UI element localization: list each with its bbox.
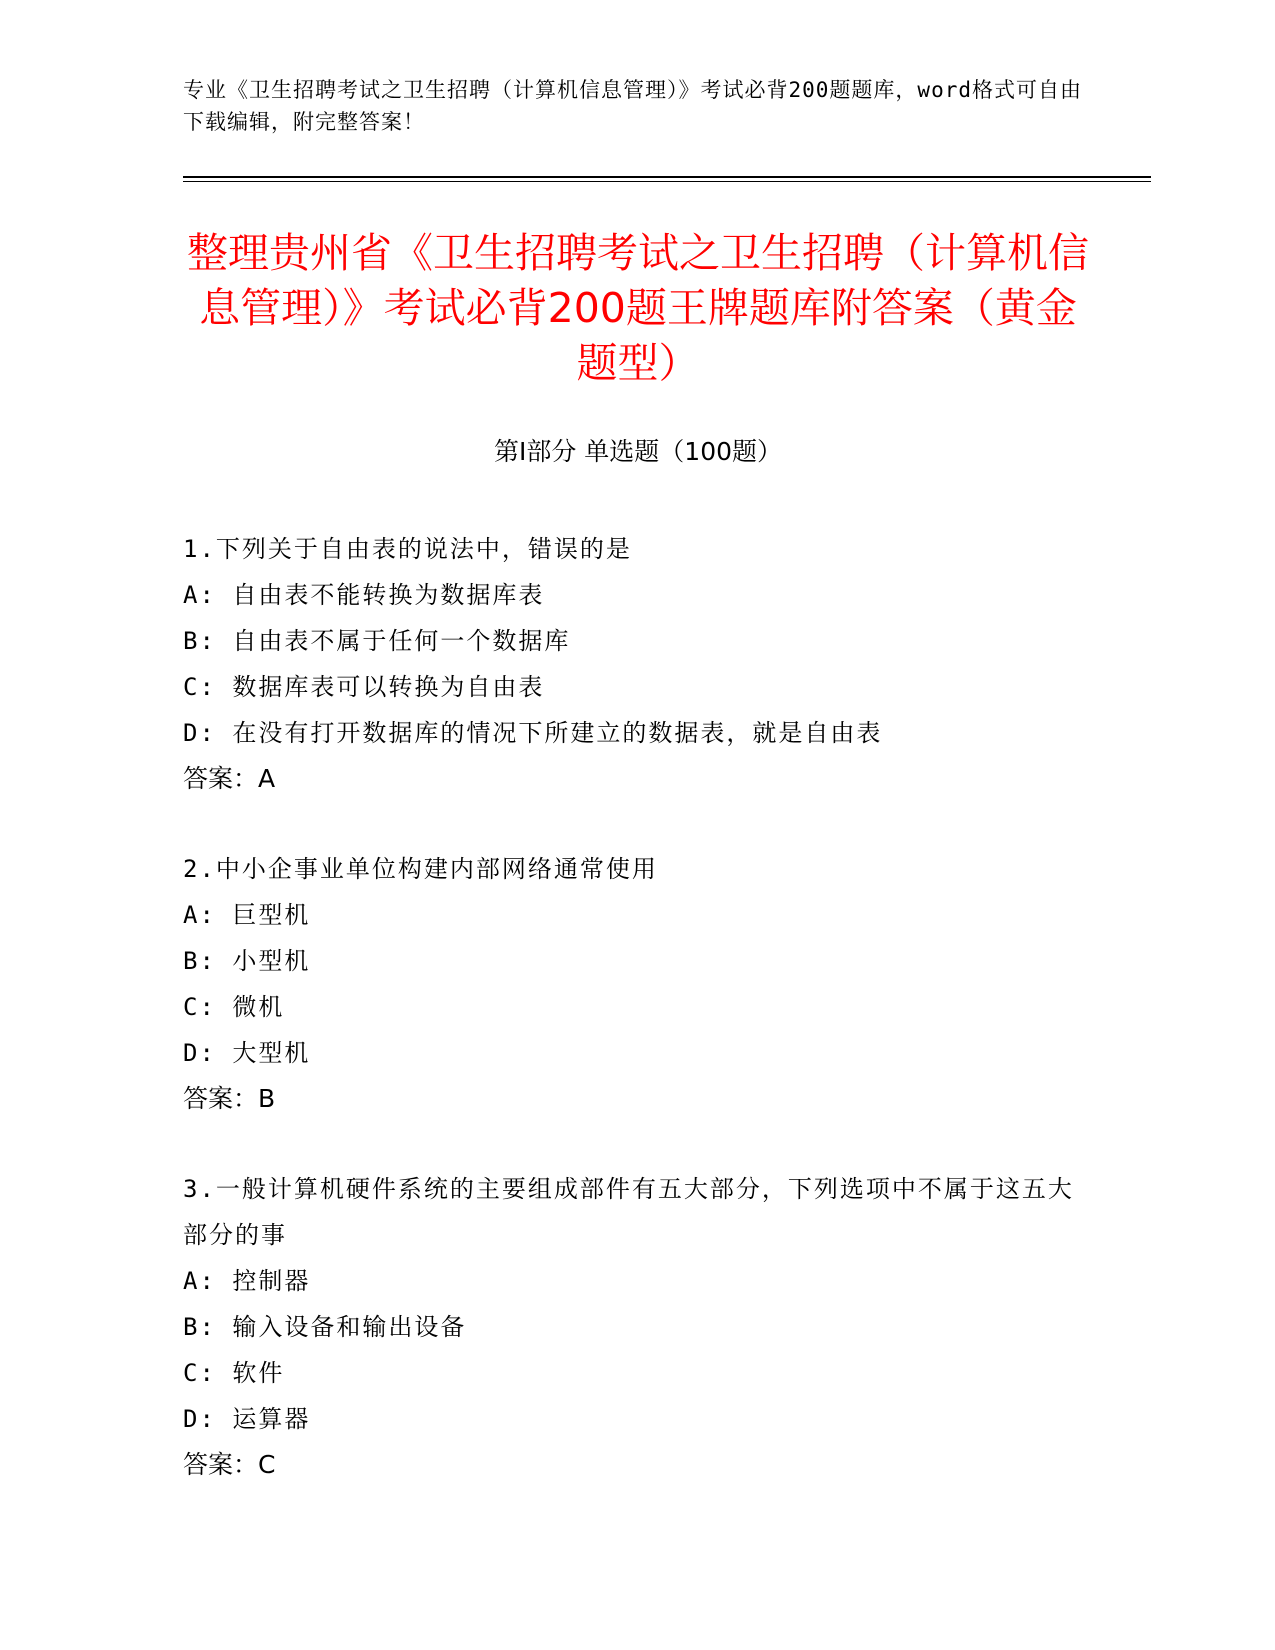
header-divider-thick — [183, 176, 1151, 178]
document-title: 整理贵州省《卫生招聘考试之卫生招聘（计算机信息管理）》考试必背200题王牌题库附答案（黄金题型） — [187, 229, 1089, 387]
question-stem: 2.中小企事业单位构建内部网络通常使用 — [183, 855, 658, 883]
option-b: B: 小型机 — [183, 947, 311, 975]
option-c: C: 软件 — [183, 1359, 285, 1387]
option-b: B: 输入设备和输出设备 — [183, 1313, 467, 1341]
option-d: D: 在没有打开数据库的情况下所建立的数据表，就是自由表 — [183, 719, 883, 747]
answer: 答案：A — [183, 764, 276, 793]
question-1 — [183, 526, 1083, 802]
option-a: A: 控制器 — [183, 1267, 311, 1295]
header-divider-thin — [183, 181, 1151, 182]
option-c: C: 数据库表可以转换为自由表 — [183, 673, 545, 701]
option-c: C: 微机 — [183, 993, 285, 1021]
option-d: D: 运算器 — [183, 1405, 311, 1433]
answer: 答案：C — [183, 1450, 276, 1479]
question-stem: 3.一般计算机硬件系统的主要组成部件有五大部分，下列选项中不属于这五大部分的事 — [183, 1175, 1074, 1249]
option-a: A: 巨型机 — [183, 901, 311, 929]
question-list — [183, 526, 1083, 1532]
question-2 — [183, 846, 1083, 1122]
answer: 答案：B — [183, 1084, 276, 1113]
header-note: 专业《卫生招聘考试之卫生招聘（计算机信息管理）》考试必背200题题库，word格式可自由下载编辑，附完整答案！ — [183, 78, 1082, 134]
section-heading: 第I部分 单选题（100题） — [493, 437, 783, 466]
question-3 — [183, 1166, 1083, 1488]
question-stem: 1.下列关于自由表的说法中，错误的是 — [183, 535, 632, 563]
option-d: D: 大型机 — [183, 1039, 311, 1067]
option-b: B: 自由表不属于任何一个数据库 — [183, 627, 571, 655]
option-a: A: 自由表不能转换为数据库表 — [183, 581, 545, 609]
